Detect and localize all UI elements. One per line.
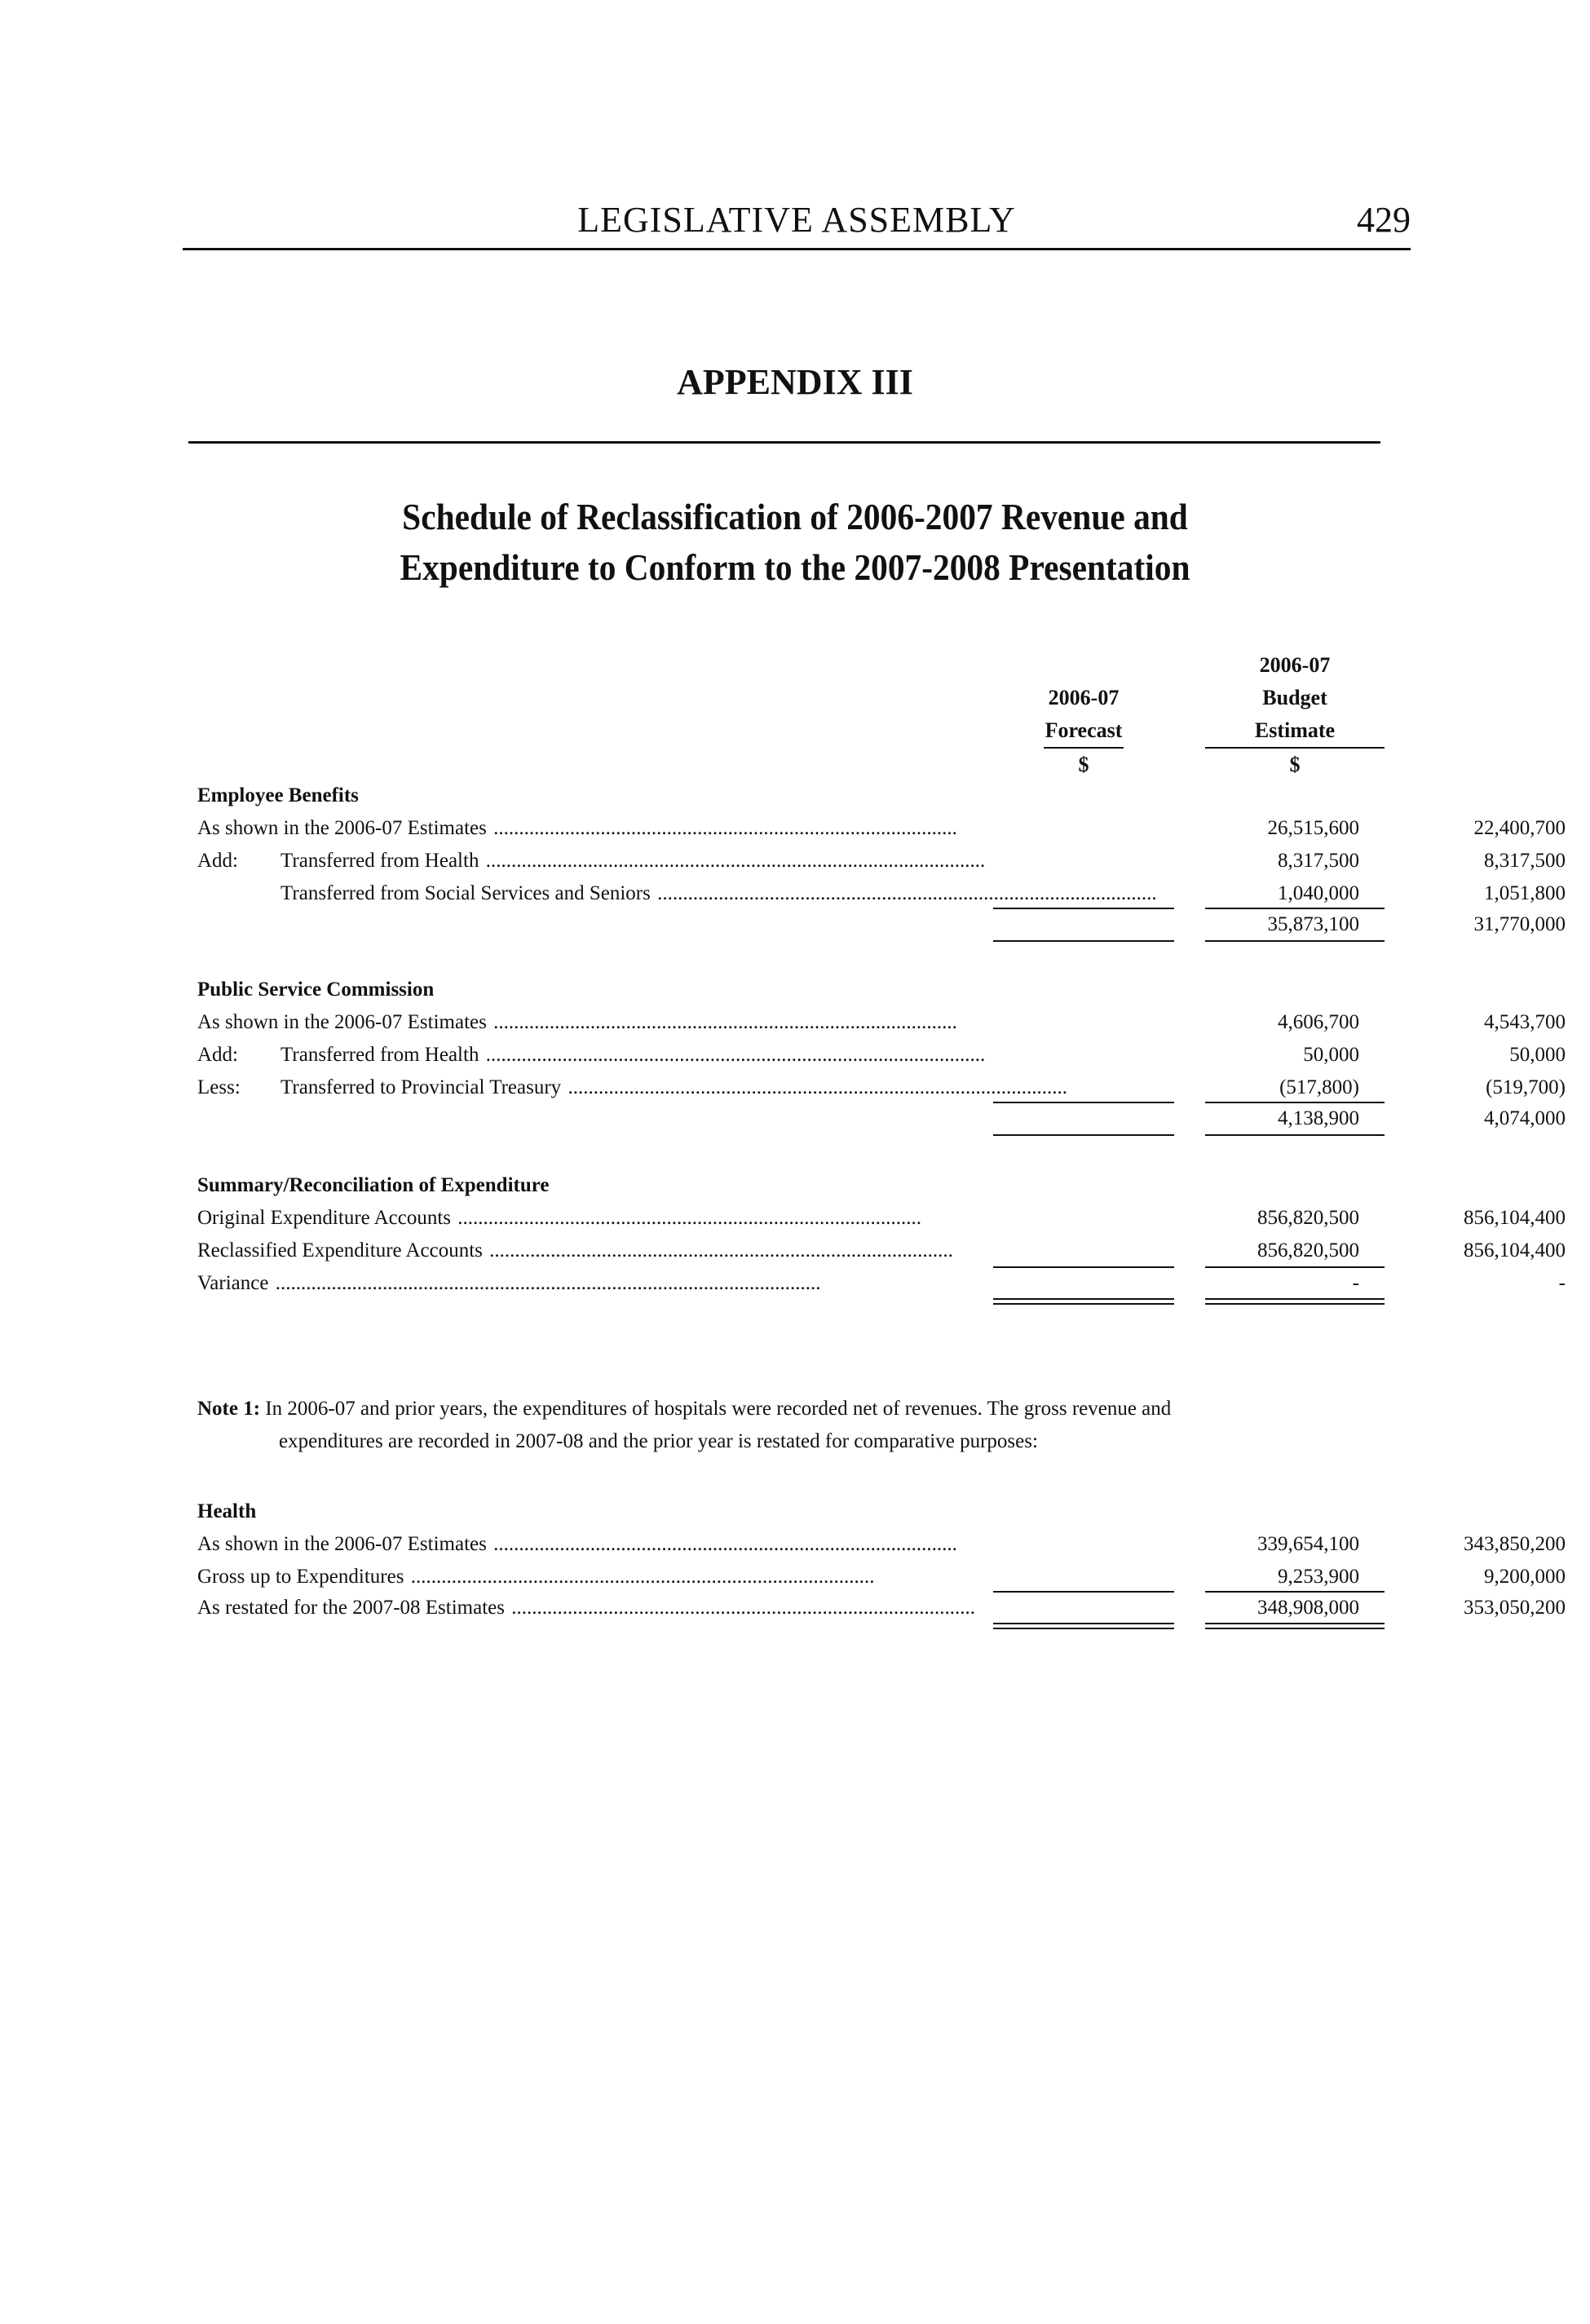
column-header-budget [1205,649,1385,781]
row-label: Variance [197,1272,269,1294]
table-row [197,812,1566,845]
budget-year: 2006-07 [1259,653,1331,677]
double-rule [1205,1303,1385,1305]
forecast-unit: $ [1078,753,1089,776]
double-rule [993,1303,1174,1305]
forecast-year: 2006-07 [1048,686,1120,709]
forecast-value: 348,908,000 [1257,1597,1359,1619]
total-rule [993,1298,1174,1300]
forecast-value: 9,253,900 [1278,1566,1359,1588]
row-label: Transferred from Health [280,1044,479,1066]
table-row [197,1202,1566,1235]
table-row [197,1039,1566,1071]
budget-total: 4,074,000 [1484,1107,1566,1129]
row-prefix: Add: [197,1044,238,1066]
schedule-title-line1: Schedule of Reclassification of 2006-2007 Revenue and [402,497,1188,537]
budget-value: 8,317,500 [1484,850,1566,872]
total-rule [1205,1298,1385,1300]
double-rule [1205,1628,1385,1629]
budget-value: 353,050,200 [1464,1597,1566,1619]
forecast-value: (517,800) [1279,1076,1359,1098]
leader-dots: .................................................................................................. [651,882,1157,904]
budget-label: Budget [1262,686,1327,709]
budget-total: 31,770,000 [1473,913,1566,935]
budget-unit: $ [1289,753,1301,776]
leader-dots: ........................................................................................... [488,1011,957,1033]
running-title: LEGISLATIVE ASSEMBLY [577,200,1016,240]
leader-dots: ........................................................................................................... [270,1272,821,1294]
forecast-value: - [1352,1272,1359,1294]
budget-label2: Estimate [1205,714,1385,749]
schedule-title-line2: Expenditure to Conform to the 2007-2008 Presentation [400,547,1190,588]
leader-dots: ........................................................................................... [484,1239,953,1261]
budget-value: - [1558,1272,1566,1294]
note-label: Note 1: [197,1398,261,1420]
row-label: Transferred from Health [280,850,479,872]
double-rule [993,1628,1174,1629]
total-row [197,1102,1566,1135]
total-row [197,908,1566,941]
row-prefix: Add: [197,850,238,872]
table-row [197,1267,1566,1300]
page-header [183,199,1411,250]
forecast-value: 856,820,500 [1257,1207,1359,1229]
forecast-total: 35,873,100 [1267,913,1359,935]
table-row [197,1006,1566,1039]
table-row [197,1592,1566,1624]
row-label: As restated for the 2007-08 Estimates [197,1597,505,1619]
budget-value: 50,000 [1509,1044,1566,1066]
table-row [197,845,1566,877]
leader-dots: ........................................................................................... [453,1207,922,1229]
total-rule [993,1623,1174,1624]
row-label: Reclassified Expenditure Accounts [197,1239,483,1261]
forecast-value: 50,000 [1303,1044,1359,1066]
table-row [197,877,1566,910]
row-prefix: Less: [197,1076,241,1098]
appendix-title: APPENDIX III [677,362,913,402]
section-title-employee-benefits: Employee Benefits [197,784,359,806]
row-label: As shown in the 2006-07 Estimates [197,1011,487,1033]
total-rule [993,1134,1174,1136]
forecast-value: 339,654,100 [1257,1533,1359,1555]
forecast-label: Forecast [1044,714,1124,749]
schedule-title [64,492,1526,593]
page-number: 429 [1357,200,1411,240]
total-rule [1205,1623,1385,1624]
leader-dots: ........................................................................................... [506,1597,975,1619]
section-title-summary: Summary/Reconciliation of Expenditure [197,1174,550,1196]
total-rule [1205,1134,1385,1136]
budget-value: (519,700) [1486,1076,1566,1098]
table-row [197,1561,1566,1593]
forecast-value: 8,317,500 [1278,850,1359,872]
leader-dots: .................................................................................................. [563,1076,1067,1098]
budget-value: 4,543,700 [1484,1011,1566,1033]
budget-value: 856,104,400 [1464,1239,1566,1261]
table-row [197,1071,1566,1104]
table-row [197,1235,1566,1267]
forecast-value: 856,820,500 [1257,1239,1359,1261]
forecast-value: 26,515,600 [1267,817,1359,839]
row-label: As shown in the 2006-07 Estimates [197,1533,487,1555]
column-header-forecast [1018,682,1150,781]
leader-dots: .................................................................................................. [480,1044,986,1066]
row-label: Original Expenditure Accounts [197,1207,452,1229]
forecast-total: 4,138,900 [1278,1107,1359,1129]
section-title-public-service: Public Service Commission [197,979,435,1001]
forecast-value: 4,606,700 [1278,1011,1359,1033]
forecast-value: 1,040,000 [1278,882,1359,904]
leader-dots: .................................................................................................. [480,850,986,872]
note-line1: In 2006-07 and prior years, the expenditures of hospitals were recorded net of revenues. The gross revenue and [265,1398,1172,1420]
budget-value: 856,104,400 [1464,1207,1566,1229]
row-label: As shown in the 2006-07 Estimates [197,817,487,839]
note-line2: expenditures are recorded in 2007-08 and the prior year is restated for comparative purposes: [279,1430,1038,1452]
budget-value: 343,850,200 [1464,1533,1566,1555]
row-label: Transferred from Social Services and Seniors [280,882,651,904]
divider [188,441,1380,444]
leader-dots: ........................................................................................... [405,1566,875,1588]
total-rule [993,940,1174,942]
row-label: Transferred to Provincial Treasury [280,1076,562,1098]
budget-value: 1,051,800 [1484,882,1566,904]
total-rule [1205,940,1385,942]
leader-dots: ........................................................................................... [488,817,957,839]
budget-value: 22,400,700 [1473,817,1566,839]
row-label: Gross up to Expenditures [197,1566,404,1588]
section-title-health: Health [197,1500,257,1522]
note [197,1393,1355,1458]
budget-value: 9,200,000 [1484,1566,1566,1588]
table-row [197,1528,1566,1561]
leader-dots: ........................................................................................... [488,1533,957,1555]
